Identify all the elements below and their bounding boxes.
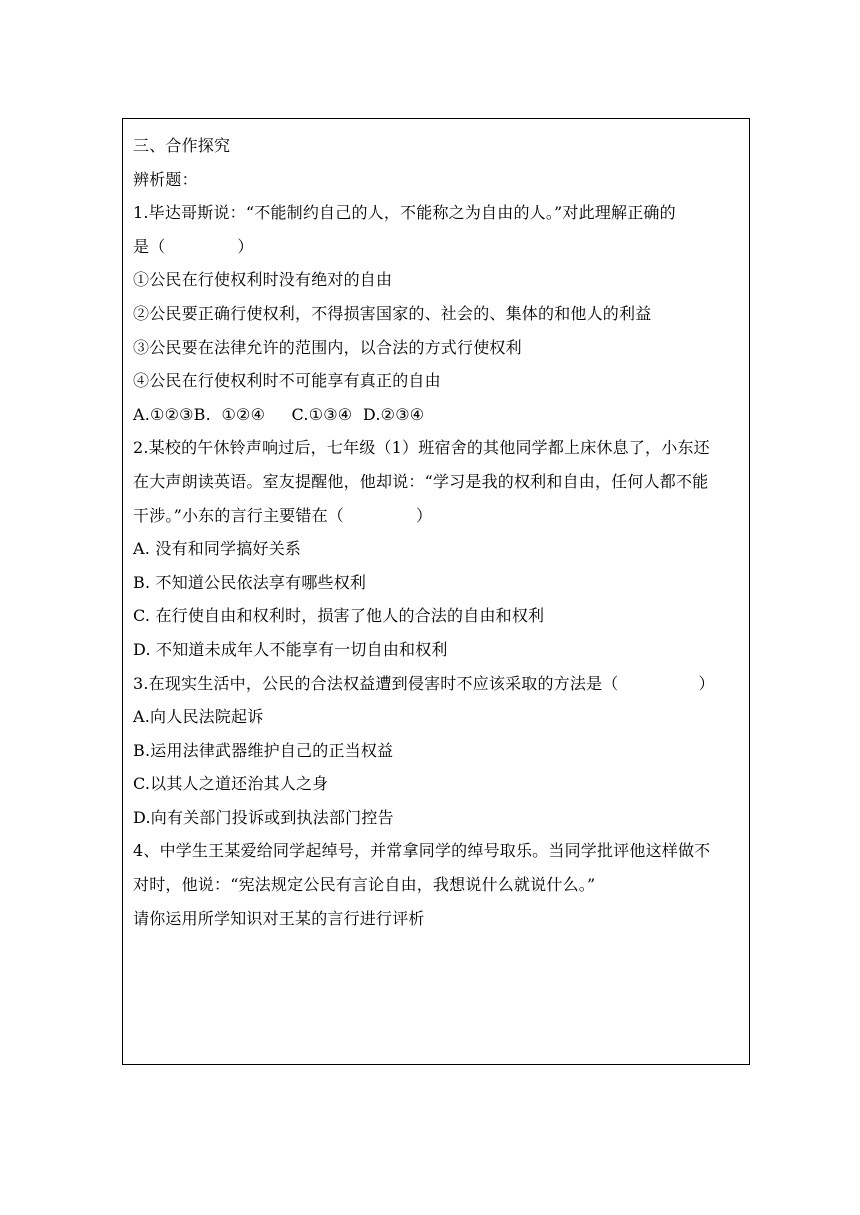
q4-stem-line2: 对时，他说：“宪法规定公民有言论自由，我想说什么就说什么。” xyxy=(133,875,596,895)
q1-stem-line2 xyxy=(133,230,741,264)
q2-stem-text: 干涉。”小东的言行主要错在（ xyxy=(133,505,344,525)
section-subheading: 辨析题： xyxy=(133,169,198,189)
q3-option-a: A.向人民法院起诉 xyxy=(133,707,264,727)
q1-item-3: ③公民要在法律允许的范围内，以合法的方式行使权利 xyxy=(133,337,522,357)
q4-prompt: 请你运用所学知识对王某的言行进行评析 xyxy=(133,908,425,928)
section-heading: 三、合作探究 xyxy=(133,136,231,155)
q3-option-b: B.运用法律武器维护自己的正当权益 xyxy=(133,740,394,760)
q1-options: A.①②③B. ①②④ C.①③④ D.②③④ xyxy=(133,404,425,424)
question-content xyxy=(133,129,741,935)
q3-option-c: C.以其人之道还治其人之身 xyxy=(133,774,329,794)
q2-option-c: C. 在行使自由和权利时，损害了他人的合法的自由和权利 xyxy=(133,606,545,626)
q3-stem-text: 3.在现实生活中，公民的合法权益遭到侵害时不应该采取的方法是（ xyxy=(133,673,619,693)
q1-stem-text: 是（ xyxy=(133,236,166,256)
q1-stem-line1: 1.毕达哥斯说：“不能制约自己的人，不能称之为自由的人。”对此理解正确的 xyxy=(133,203,676,223)
question-box xyxy=(122,118,750,1065)
q2-stem-close: ） xyxy=(415,505,433,525)
q1-item-2: ②公民要正确行使权利，不得损害国家的、社会的、集体的和他人的利益 xyxy=(133,303,652,323)
q2-stem-line1: 2.某校的午休铃声响过后，七年级（1）班宿舍的其他同学都上床休息了，小东还 xyxy=(133,438,710,458)
q3-stem-close: ） xyxy=(698,673,715,693)
q2-option-d: D. 不知道未成年人不能享有一切自由和权利 xyxy=(133,639,448,659)
q3-option-d: D.向有关部门投诉或到执法部门控告 xyxy=(133,807,394,827)
q1-item-4: ④公民在行使权利时不可能享有真正的自由 xyxy=(133,371,441,391)
q1-stem-close: ） xyxy=(237,236,254,256)
q2-stem-line3 xyxy=(133,499,741,533)
q3-stem xyxy=(133,667,741,701)
q2-option-b: B. 不知道公民依法享有哪些权利 xyxy=(133,572,367,592)
q1-item-1: ①公民在行使权利时没有绝对的自由 xyxy=(133,270,393,290)
q2-stem-line2: 在大声朗读英语。室友提醒他，他却说：“学习是我的权利和自由，任何人都不能 xyxy=(133,471,709,491)
q2-option-a: A. 没有和同学搞好关系 xyxy=(133,539,302,559)
q4-stem-line1: 4、中学生王某爱给同学起绰号，并常拿同学的绰号取乐。当同学批评他这样做不 xyxy=(133,841,711,861)
